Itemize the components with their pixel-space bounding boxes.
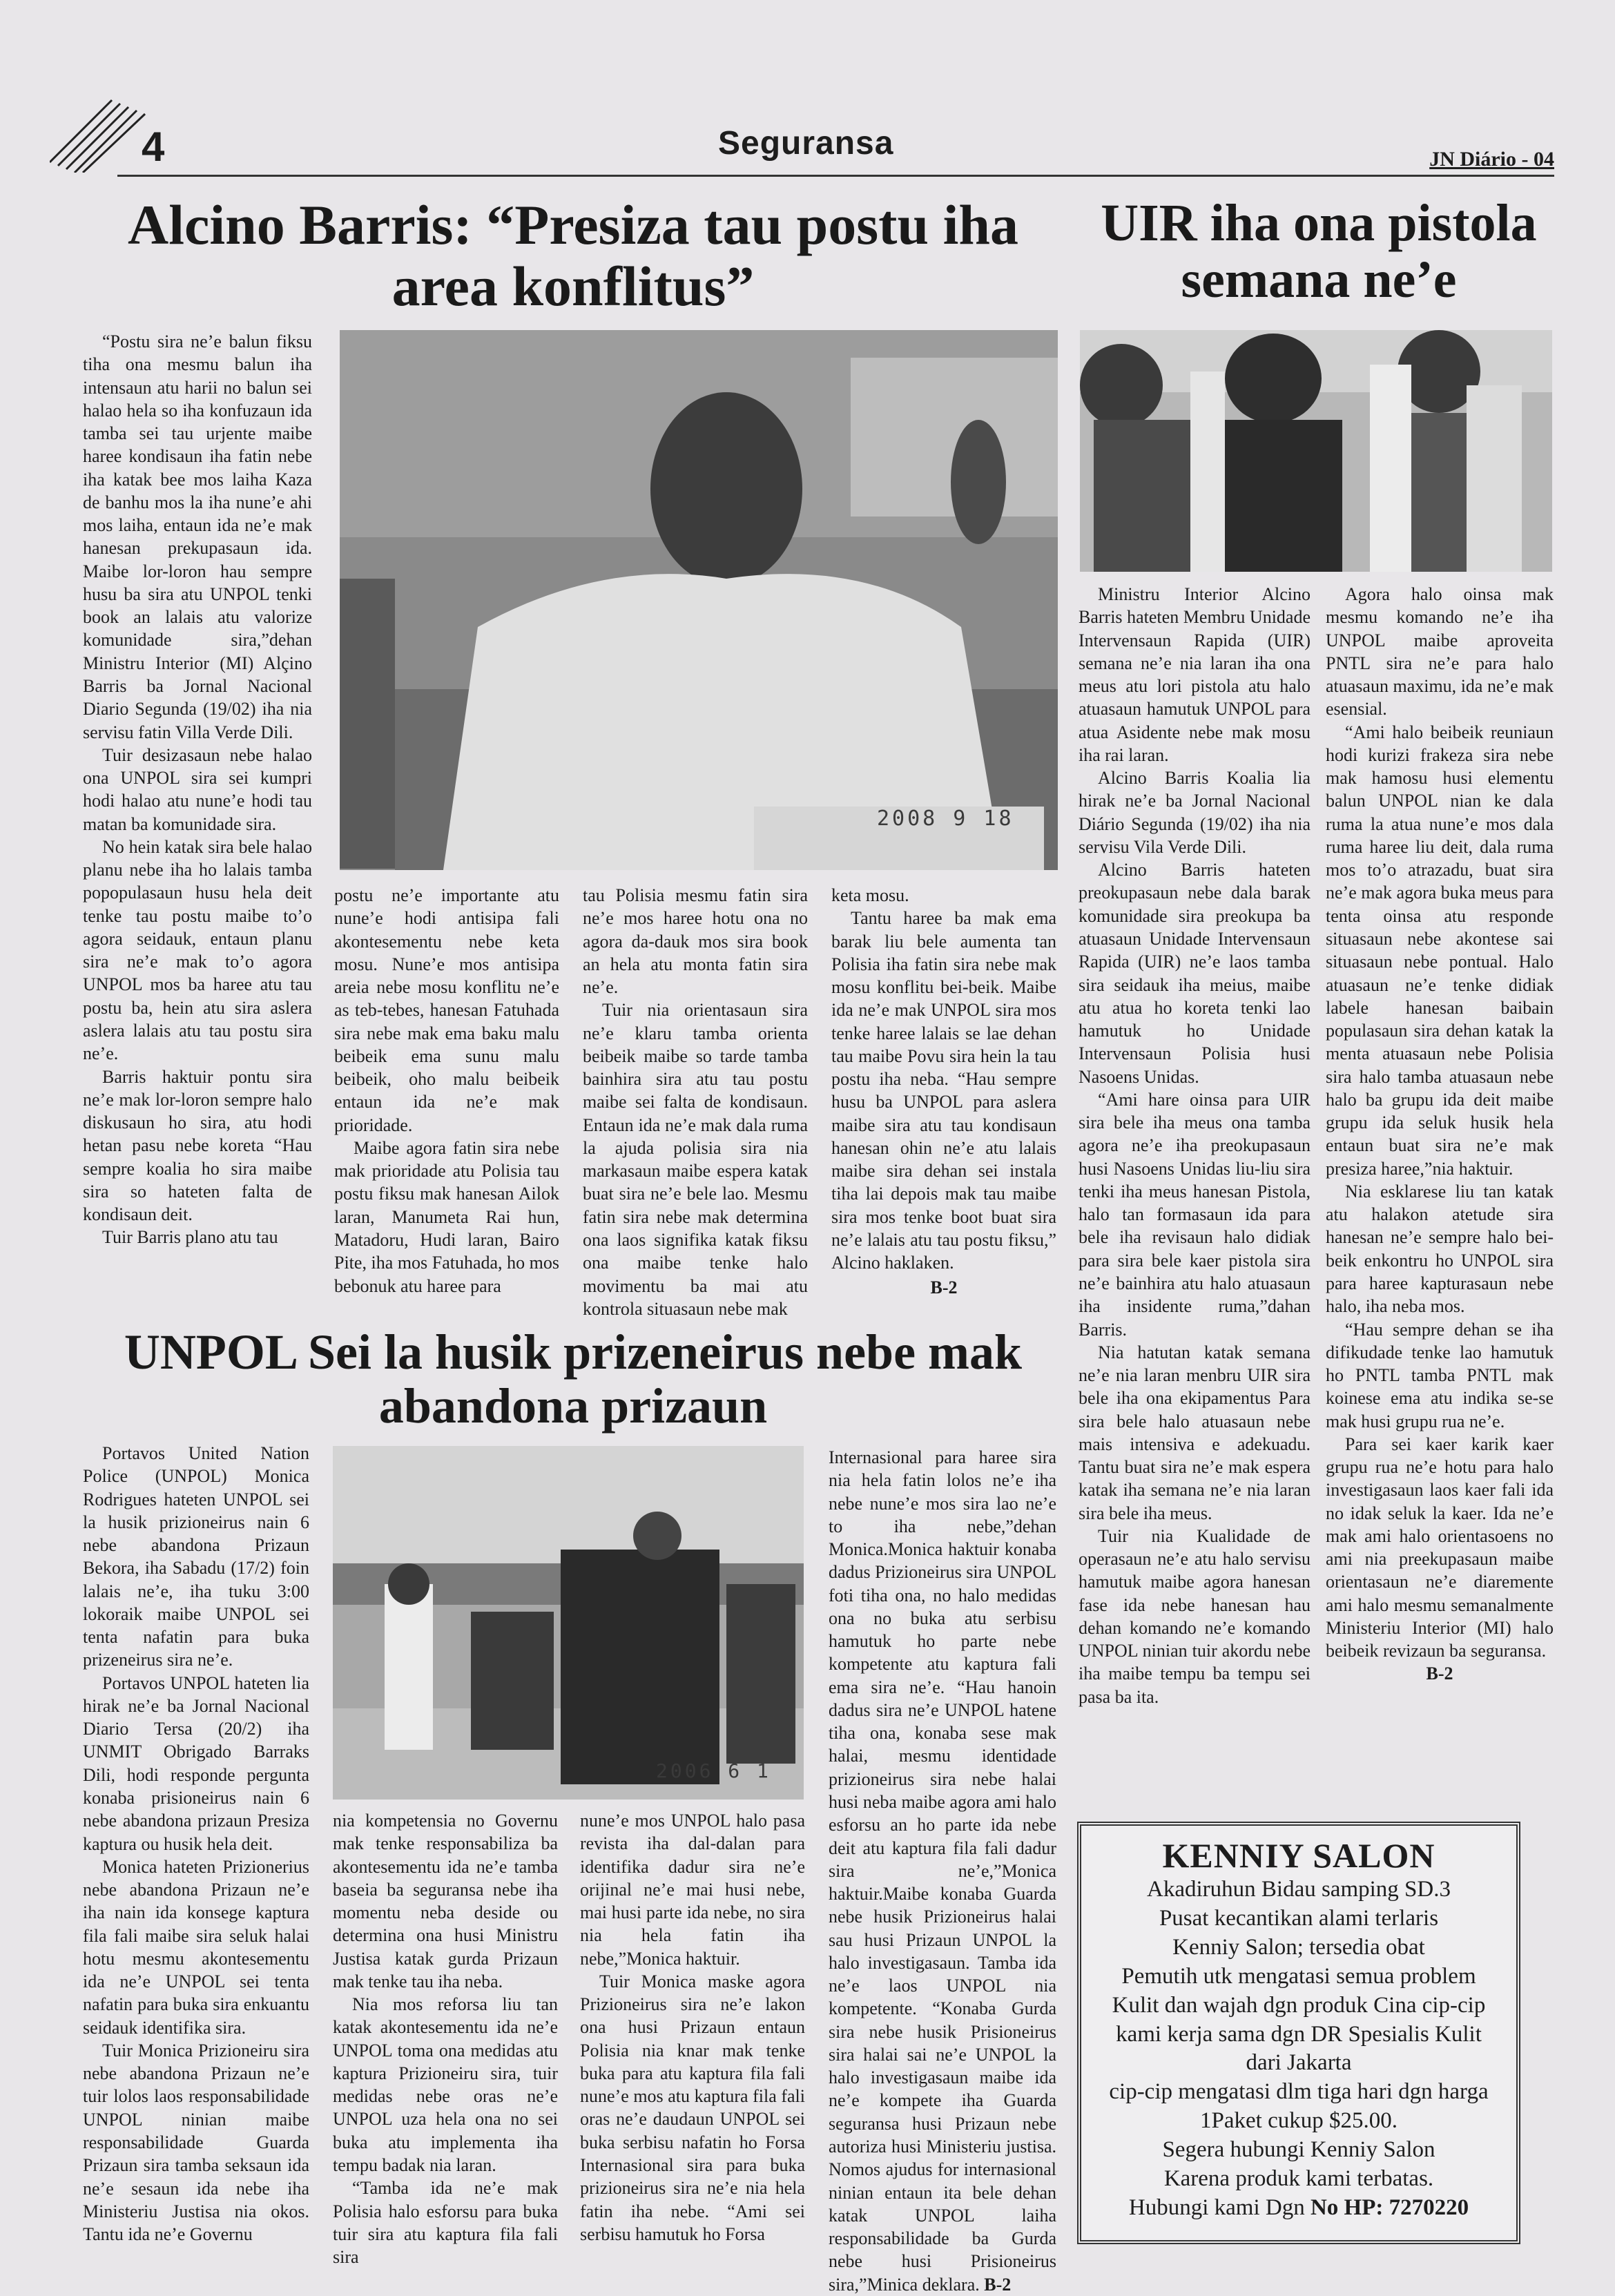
article1-paragraph: keta mosu. bbox=[831, 885, 909, 905]
article1-headline: Alcino Barris: “Presiza tau postu iha area konflitus” bbox=[128, 193, 1018, 318]
ad-line: Karena produk kami terbatas. bbox=[1163, 2166, 1434, 2192]
ad-line: Kenniy Salon; tersedia obat bbox=[1172, 1934, 1425, 1960]
article3-signature: B-2 bbox=[984, 2274, 1012, 2295]
article2-paragraph: Alcino Barris Koalia lia hirak ne’e ba Jornal Nacional Diário Segunda (19/02) iha nia servisu Vila Verde Dili. bbox=[1079, 768, 1311, 857]
article1-paragraph: tau Polisia mesmu fatin sira ne’e mos haree hotu ona no agora da-dauk mos sira book an hela atu monta fatin sira ne’e. bbox=[583, 885, 808, 998]
article3-column-1 bbox=[83, 1442, 309, 2246]
article1-paragraph: postu ne’e importante atu nune’e hodi antisipa fali akontesementu nebe keta mosu. Nune’e mos antisipa areia nebe mosu konflitu ne’e as teb-tebes, hanesan Fatuhada sira nebe mak ema baku malu beibeik ema sunu malu beibeik, oho malu beibeik entaun ida ne’e mak prioridade. bbox=[334, 885, 559, 1135]
article2-paragraph: Nia esklarese liu tan katak atu halakon atetude sira hanesan ne’e sempre halo bei-beik enkontru ho UNPOL sira para haree kapturasaun nebe halo, iha neba mos. bbox=[1326, 1181, 1554, 1317]
article2-paragraph: Alcino Barris hateten preokupasaun nebe dala barak komunidade sira preokupa ba atuasaun Unidade Intervensaun Rapida (UIR) ne’e laos tamba sira seidauk iha meius, maibe atu atua ho koreta tenki lao hamutuk ho Unidade Intervensaun Polisia husi Nasoens Unidas. bbox=[1079, 860, 1311, 1087]
article3-headline: UNPOL Sei la husik prizeneirus nebe mak abandona prizaun bbox=[124, 1324, 1023, 1434]
article2-paragraph: Agora halo oinsa mak mesmu komando ne’e iha UNPOL maibe aproveita PNTL sira ne’e para halo atuasaun maximu, ida ne’e mak esensial. bbox=[1326, 584, 1554, 720]
article3-paragraph: Monica hateten Prizionerius nebe abandona Prizaun ne’e iha nain ida konsege kaptura fila fali maibe sira seluk halai hotu mesmu akontesementu ida ne’e UNPOL sei tenta nafatin para buka sira enkuantu seidauk identifika sira. bbox=[83, 1856, 309, 2038]
article1-paragraph: Tuir desizasaun nebe halao ona UNPOL sira sei kumpri hodi halao atu nune’e hodi tau matan ba komunidade sira. bbox=[83, 744, 312, 834]
article3-paragraph: Nia mos reforsa liu tan katak akontesementu ida ne’e UNPOL toma ona medidas atu kaptura Prizioneiru sira, tuir medidas nebe oras ne’e UNPOL uza hela ona no sei buka atu implementa iha tempu badak nia laran. bbox=[333, 1994, 558, 2175]
article3-paragraph: Tuir Monica maske agora Prizioneirus sira ne’e lakon ona husi Prizaun entaun Polisia nia knar mak tenke buka para atu kaptura fila fali nune’e mos atu kaptura fila fali oras ne’e daudaun UNPOL sei buka serbisu nafatin ho Forsa Internasional sira para buka prizioneirus sira ne’e nia hela fatin iha nebe. “Ami sei serbisu hamutuk ho Forsa bbox=[580, 1971, 805, 2244]
article2-paragraph: Nia hatutan katak semana ne’e nia laran menbru UIR sira bele iha ona ekipamentus Para sira bele halo atuasaun nebe mais intensiva e adekuadu. Tantu buat sira ne’e mak espera katak iha semana ne’e nia laran sira bele iha meus. bbox=[1079, 1342, 1311, 1523]
article2-column-1 bbox=[1079, 583, 1311, 1708]
article2-signature: B-2 bbox=[1426, 1663, 1453, 1684]
article1-column-2 bbox=[334, 884, 559, 1297]
article3-col4-text: Internasional para haree sira nia hela fatin lolos ne’e iha nebe nune’e mos sira lao ne’e to iha nebe,”dehan Monica.Monica haktuir konaba dadus Prizioneirus sira UNPOL foti tiha ona, no halo medidas ona no buka atu serbisu hamutuk ho parte nebe kompetente atu kaptura fali ema sira ne’e. “Hau hanoin dadus sira ne’e UNPOL hatene tiha ona, konaba sese mak halai, mesmu identidade prizioneirus sira nebe halai husi neba maibe agora ami halo esforsu an ho parte ida nebe deit atu kaptura fila fali dadur sira ne’e,”Monica haktuir.Maibe konaba Guarda nebe husik Prizioneirus halai sau husi Prizaun UNPOL la halo investigasaun. Tamba ida ne’e laos UNPOL nia kompetente. “Konaba Gurda sira nebe husik Prisioneirus sira halai sai ne’e UNPOL la halo investigasaun maibe ida ne’e kompete iha Guarda seguransa husi Prizaun nebe autoriza husi Ministeriu justisa. Nomos ajudus for internasional ninian entaun ita bele dehan katak UNPOL laiha responsabilidade ba Gurda nebe husi Prisioneirus sira,”Minica deklara. bbox=[829, 1447, 1057, 2295]
article1-paragraph: Tuir Barris plano atu tau bbox=[102, 1227, 278, 1248]
article3-photo-datestamp: 2006 6 1 bbox=[656, 1759, 771, 1782]
article2-headline: UIR iha ona pistola semana ne’e bbox=[1101, 194, 1537, 309]
article2-paragraph: Tuir nia Kualidade de operasaun ne’e atu halo servisu hamutuk maibe agora hanesan fase ida nebe hanesan hau dehan komando ne’e komando UNPOL ninian tuir akordu nebe iha maibe tempu ba tempu sei pasa ba ita. bbox=[1079, 1525, 1311, 1707]
ad-contact-prefix: Hubungi kami Dgn bbox=[1128, 2194, 1305, 2220]
ad-line: 1Paket cukup $25.00. bbox=[1200, 2108, 1398, 2134]
ad-line: Pemutih utk mengatasi semua problem bbox=[1121, 1963, 1476, 1989]
riot-police-photo bbox=[1080, 330, 1552, 572]
article3-paragraph bbox=[829, 1446, 1056, 2296]
article2-paragraph: Ministru Interior Alcino Barris hateten Membru Unidade Intervensaun Rapida (UIR) semana ne’e nia laran iha ona meus atu lori pistola atu halo atuasaun hamutuk UNPOL para atua Asidente nebe mak mosu iha rai laran. bbox=[1079, 584, 1311, 765]
page-number: 4 bbox=[142, 124, 165, 170]
article3-paragraph: Portavos UNPOL hateten lia hirak ne’e ba Jornal Nacional Diario Tersa (20/2) iha UNMIT Obrigado Barraks Dili, hodi responde pergunta konaba prisioneirus nain 6 nebe abandona prizaun Presiza kaptura ou husik hela deit. bbox=[83, 1672, 309, 1854]
ad-contact bbox=[1081, 2194, 1516, 2223]
ad-line: Akadiruhun Bidau samping SD.3 bbox=[1147, 1877, 1451, 1902]
article3-column-2 bbox=[333, 1809, 558, 2268]
article1-paragraph: Maibe agora fatin sira nebe mak prioridade atu Polisia tau postu fiksu mak hanesan Ailok laran, Manumeta Rai hun, Matadoru, Hudi laran, Bairo Pite, iha mos Fatuhada, ho mos bebonuk atu haree para bbox=[334, 1137, 559, 1296]
ad-line: Kulit dan wajah dgn produk Cina cip-cip bbox=[1112, 1992, 1486, 2018]
ad-line: kami kerja sama dgn DR Spesialis Kulit bbox=[1116, 2021, 1482, 2047]
article3-column-3 bbox=[580, 1809, 805, 2246]
ad-line: Segera hubungi Kenniy Salon bbox=[1162, 2137, 1435, 2163]
article2-paragraph: “Hau sempre dehan se iha difikudade tenke lao hamutuk ho PNTL tamba PNTL mak koinese ema atu indika se-se mak husi grupu rua ne’e. bbox=[1326, 1319, 1554, 1431]
article1-photo-datestamp: 2008 9 18 bbox=[877, 807, 1014, 831]
article1-column-4 bbox=[831, 884, 1056, 1299]
article2-paragraph: “Ami hare oinsa para UIR sira bele iha meus ona tamba agora ne’e iha preokupasaun husi Nasoens Unidas liu-liu sira tenki iha meus hanesan Pistola, halo tan formasaun ida para bele iha revisaun halo didiak para sira bele kaer pistola sira ne’e bainhira atu halo atuasaun iha insidente ruma,”dahan Barris. bbox=[1079, 1089, 1311, 1340]
article1-paragraph: Barris haktuir pontu sira ne’e mak lor-loron sempre halo diskusaun ho sira, atu hodi hetan pasu nebe koreta “Hau sempre koalia ho sira maibe sira so hateten falta de kondisaun deit. bbox=[83, 1066, 312, 1225]
minister-photo bbox=[340, 330, 1058, 870]
ad-line: Pusat kecantikan alami terlaris bbox=[1159, 1905, 1439, 1931]
article3-paragraph: “Tamba ida ne’e mak Polisia halo esforsu para buka tuir sira atu kaptura fila fali sira bbox=[333, 2178, 558, 2268]
article2-paragraph: “Ami halo beibeik reuniaun hodi kurizi frakeza sira nebe mak hamosu husi elementu balun UNPOL nian ke dala ruma la atua nune’e mos dala ruma haree liu deit, dala ruma mos to’o atrazadu, buat sira ne’e mak agora buka meus para tenta oinsa atu responde situasaun nebe akontese sai situasaun nebe pontual. Halo atuasaun ne’e tenke didiak labele hanesan baibain populasaun sira dehan katak la menta atuasaun nebe Polisia sira halo tamba atuasaun nebe halo ba grupu ida deit maibe grupu ida seluk husik hela entaun buat sira ne’e mak presiza haree,”nia haktuir. bbox=[1326, 722, 1554, 1179]
article1-column-3 bbox=[583, 884, 808, 1320]
article3-paragraph: Tuir Monica Prizioneiru sira nebe abandona Prizaun ne’e tuir lolos laos responsabilidade UNPOL ninian maibe responsabilidade Guarda Prizaun sira tamba seksaun ida ne’e sesaun ida nebe iha Ministeriu Justisa nia okos. Tantu ida ne’e Governu bbox=[83, 2040, 309, 2245]
article3-paragraph: nune’e mos UNPOL halo pasa revista iha dal-dalan para identifika dadur sira ne’e orijinal ne’e mai husi nebe, mai husi parte ida nebe, no sira nia hela fatin iha nebe,”Monica haktuir. bbox=[580, 1811, 805, 1969]
article2-column-2 bbox=[1326, 583, 1554, 1686]
article1-paragraph: Tantu haree ba mak ema barak liu bele aumenta tan Polisia iha fatin sira nebe mak mosu konflitu bei-beik. Maibe ida ne’e mak UNPOL sira mos tenke haree lalais se lae dehan tau maibe Povu sira hein la tau postu iha neba. “Hau sempre husu ba UNPOL para aslera maibe sira atu tau kondisaun hanesan ohin ne’e atu lalais maibe sira dehan sei instala tiha lai depois mak tau maibe sira mos tenke boot buat sira ne’e lalais atu tau postu fiksu,” Alcino haklaken. bbox=[831, 908, 1056, 1273]
article3-paragraph: Portavos United Nation Police (UNPOL) Monica Rodrigues hateten UNPOL sei la husik prizioneirus nain 6 nebe abandona Prizaun Bekora, iha Sabadu (17/2) foin lalais ne’e, iha tuku 3:00 lokoraik maibe UNPOL sei tenta nafatin para buka prizeneirus sira ne’e. bbox=[83, 1443, 309, 1670]
article1-paragraph: No hein katak sira bele halao planu nebe iha ho lalais tamba popopulasaun husu hela deit tenke tau postu maibe to’o agora seidauk, entaun planu sira ne’e mak to’o agora UNPOL mos ba haree atu tau postu ba, hein atu sira aslera aslera lalais atu tau postu sira ne’e. bbox=[83, 836, 312, 1064]
article2-paragraph: Para sei kaer karik kaer grupu rua ne’e hotu para halo investigasaun laos kaer fali ida no idak seluk la kaer. Ida ne’e mak ami halo orientasoens no ami nia preekupasaun maibe orientasaun ne’e diaremente ami halo mesmu semanalmente Ministeriu Interior (MI) halo beibeik revizaun ba seguransa. bbox=[1326, 1434, 1554, 1661]
ad-line: cip-cip mengatasi dlm tiga hari dgn harga bbox=[1109, 2079, 1489, 2105]
prisoners-lineup-photo bbox=[333, 1446, 804, 1800]
article3-column-4 bbox=[829, 1446, 1056, 2296]
edition-label: JN Diário - 04 bbox=[1429, 148, 1554, 171]
article3-paragraph: nia kompetensia no Governu mak tenke responsabiliza ba akontesementu ida ne’e tamba baseia ba seguransa nebe iha momentu neba deside ou determina ona husi Ministru Justisa katak gurda Prizaun mak tenke tau iha neba. bbox=[333, 1811, 558, 1991]
article1-paragraph: Tuir nia orientasaun sira ne’e klaru tamba orienta beibeik maibe so tarde tamba bainhira sira atu tau postu maibe sei falta de kondisaun. Entaun ida ne’e mak dala ruma la ajuda polisia sira nia markasaun maibe espera katak buat sira ne’e bele lao. Mesmu fatin sira nebe mak determina ona laos signifika katak fiksu ona maibe tenke halo movimentu ba mai atu kontrola situasaun nebe mak bbox=[583, 1000, 808, 1319]
article1-paragraph: “Postu sira ne’e balun fiksu tiha ona mesmu balun iha intensaun atu harii no balun sei halao hela so iha konfuzaun ida tamba sei tau urjente maibe haree kondisaun iha fatin nebe iha katak bee mos laiha Kaza de banhu mos la iha nune’e ahi mos laiha, entaun ida ne’e mak hanesan prekupasaun ida. Maibe lor-loron hau sempre husu ba sira atu UNPOL tenki book an lalais atu valorize komunidade sira,”dehan Ministru Interior (MI) Alçino Barris ba Jornal Nacional Diario Segunda (19/02) iha nia servisu fatin Villa Verde Dili. bbox=[83, 331, 312, 742]
ad-title: KENNIY SALON bbox=[1162, 1836, 1435, 1875]
article1-column-1 bbox=[83, 330, 312, 1249]
header-rule bbox=[117, 175, 1554, 177]
kenniy-salon-ad bbox=[1077, 1822, 1520, 2244]
section-title: Seguransa bbox=[718, 125, 894, 162]
article1-signature: B-2 bbox=[930, 1277, 958, 1297]
ad-phone-number: No HP: 7270220 bbox=[1310, 2194, 1469, 2220]
ad-line: dari Jakarta bbox=[1246, 2050, 1352, 2076]
